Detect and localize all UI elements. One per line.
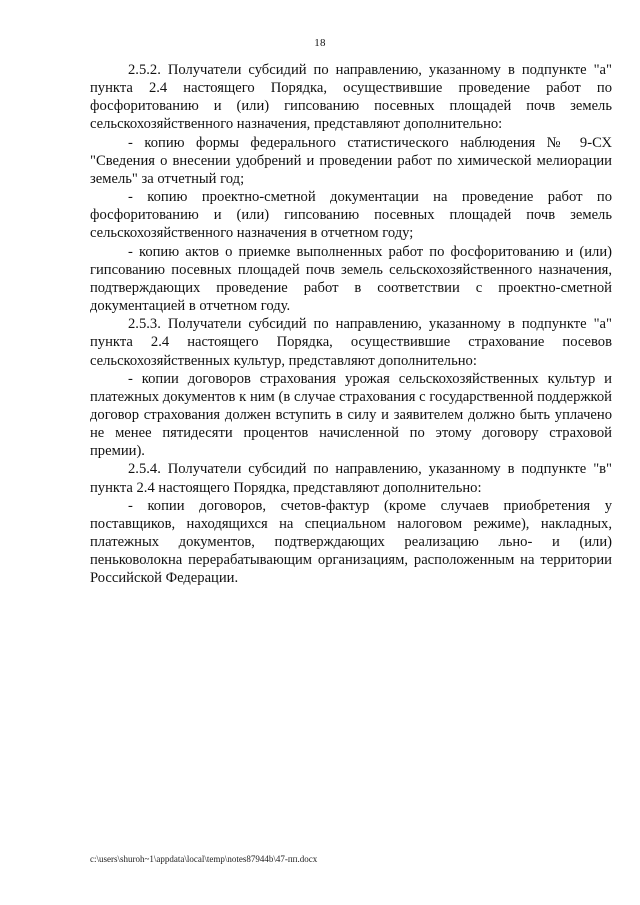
list-item-form-9-sx: - копию формы федерального статистического наблюдения № 9-СХ "Сведения о внесении удобрений и проведении работ по химической мелиорации земель" за отчетный год;: [90, 134, 612, 187]
list-item-insurance-contracts: - копии договоров страхования урожая сельскохозяйственных культур и платежных документов к ним (в случае страхования с государственной поддержкой договор страхования должен вступить в силу и заявителем должно быть уплачено не менее пятидесяти процентов начисленной по этому договору страховой премии).: [90, 370, 612, 460]
footer-file-path: c:\users\shuroh~1\appdata\local\temp\notes87944b\47-пп.docx: [90, 854, 318, 864]
list-item-acceptance-acts: - копию актов о приемке выполненных работ по фосфоритованию и (или) гипсованию посевных площадей почв земель сельскохозяйственного назначения, подтверждающих проведение работ в соответствии с проектно-сметной документацией в отчетном году.: [90, 243, 612, 315]
paragraph-2-5-3: 2.5.3. Получатели субсидий по направлению, указанному в подпункте "а" пункта 2.4 настоящего Порядка, осуществившие страхование посевов сельскохозяйственных культур, представляют дополнительно:: [90, 316, 612, 369]
paragraph-2-5-2: 2.5.2. Получатели субсидий по направлению, указанному в подпункте "а" пункта 2.4 настоящего Порядка, осуществившие проведение работ по фосфоритованию и (или) гипсованию посевных площадей почв земель сельскохозяйственного назначения, представляют дополнительно:: [90, 62, 612, 133]
paragraph-2-5-4: 2.5.4. Получатели субсидий по направлению, указанному в подпункте "в" пункта 2.4 настоящего Порядка, представляют дополнительно:: [90, 461, 612, 496]
document-body: [90, 61, 612, 588]
page-number: 18: [314, 37, 326, 49]
list-item-project-documentation: - копию проектно-сметной документации на проведение работ по фосфоритованию и (или) гипсованию посевных площадей почв земель сельскохозяйственного назначения в отчетном году;: [90, 189, 612, 242]
list-item-sales-contracts: - копии договоров, счетов-фактур (кроме случаев приобретения у поставщиков, находящихся на специальном налоговом режиме), накладных, платежных документов, подтверждающих реализацию льно- и (или) пеньковолокна перерабатывающим организациям, расположенным на территории Российской Федерации.: [90, 497, 612, 587]
